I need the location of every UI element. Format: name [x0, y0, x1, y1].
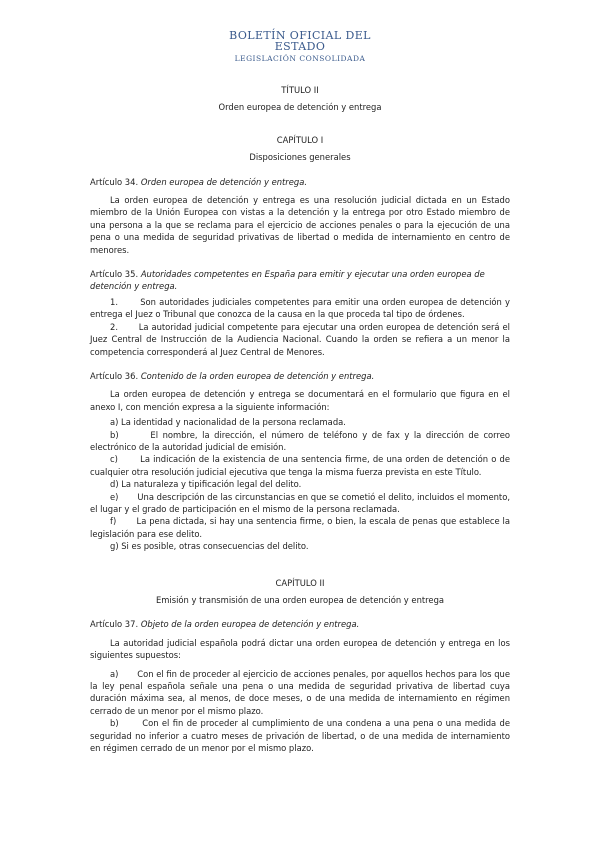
titulo-label: TÍTULO II [281, 85, 319, 95]
articulo-36-item-a: a) La identidad y nacionalidad de la persona reclamada. [110, 417, 346, 428]
articulo-34-name: Orden europea de detención y entrega. [140, 176, 308, 187]
articulo-37-item-b: b) Con el fin de proceder al cumplimiento de una condena a una pena o una medida de seguridad no inferior a cuatro meses de privación de libertad, o de una medida de internamiento en régimen cerrado de un menor por el mismo plazo. [90, 718, 510, 754]
header-boe-line1: BOLETÍN OFICIAL DEL [229, 29, 371, 42]
document-header [0, 30, 600, 65]
articulo-36-number: Artículo 36. [90, 370, 139, 381]
titulo-subtitle: Orden europea de detención y entrega [218, 102, 382, 113]
articulo-36-item-g: g) Si es posible, otras consecuencias del delito. [110, 541, 309, 552]
articulo-36-item-b: b) El nombre, la dirección, el número de teléfono y de fax y la dirección de correo electrónico de la autoridad judicial de emisión. [90, 429, 510, 452]
capitulo-1-subtitle: Disposiciones generales [249, 152, 351, 163]
articulo-34-paragraph: La orden europea de detención y entrega es una resolución judicial dictada en un Estado miembro de la Unión Europea con vistas a la detención y la entrega por otro Estado miembro de una persona a la que se reclama para el ejercicio de acciones penales o para la ejecución de una pena o una medida de seguridad privativas de libertad o medida de internamiento en centro de menores. [90, 195, 510, 255]
articulo-36-item-e: e) Una descripción de las circunstancias en que se cometió el delito, incluidos el momento, el lugar y el grado de participación en el mismo de la persona reclamada. [90, 491, 510, 514]
articulo-35-number: Artículo 35. [90, 269, 139, 280]
articulo-34-number: Artículo 34. [90, 176, 139, 187]
articulo-37-item-a: a) Con el fin de proceder al ejercicio de acciones penales, por aquellos hechos para los que la ley penal española señale una pena o una medida de seguridad privativa de libertad cuya duración máxima sea, al menos, de doce meses, o de una medida de internamiento en régimen cerrado de un menor por el mismo plazo. [90, 668, 510, 716]
articulo-37-paragraph: La autoridad judicial española podrá dictar una orden europea de detención y entrega en los siguientes supuestos: [90, 637, 510, 661]
articulo-36-item-f: f) La pena dictada, si hay una sentencia firme, o bien, la escala de penas que establece la legislación para ese delito. [90, 516, 510, 539]
articulo-35-name: Autoridades competentes en España para emitir y ejecutar una orden europea de detención y entrega. [90, 269, 485, 292]
articulo-36-heading [90, 370, 510, 382]
articulo-34-heading [90, 176, 510, 188]
articulo-35-heading [90, 268, 510, 293]
articulo-35-item-2: 2. La autoridad judicial competente para ejecutar una orden europea de detención será el Juez Central de Instrucción de la Audiencia Nacional. Cuando la orden se refiera a un menor la competencia corresponderá al Juez Central de Menores. [90, 321, 510, 357]
articulo-37-name: Objeto de la orden europea de detención y entrega. [140, 619, 360, 630]
articulo-36-item-c: c) La indicación de la existencia de una sentencia firme, de una orden de detención o de cualquier otra resolución judicial ejecutiva que tenga la misma fuerza prevista en este Título. [90, 454, 510, 477]
articulo-36-name: Contenido de la orden europea de detención y entrega. [140, 370, 375, 381]
capitulo-2-label: CAPÍTULO II [275, 577, 325, 588]
articulo-35-item-1: 1. Son autoridades judiciales competentes para emitir una orden europea de detención y entrega el Juez o Tribunal que conozca de la causa en la que proceda tal tipo de órdenes. [90, 296, 510, 320]
articulo-37-heading [90, 618, 510, 630]
articulo-37-number: Artículo 37. [90, 619, 139, 630]
header-boe-line2: ESTADO [274, 40, 326, 53]
articulo-36-item-d: d) La naturaleza y tipificación legal del delito. [110, 479, 302, 490]
header-legislacion: LEGISLACIÓN CONSOLIDADA [234, 54, 366, 63]
articulo-36-paragraph: La orden europea de detención y entrega se documentará en el formulario que figura en el anexo I, con mención expresa a la siguiente información: [90, 389, 510, 412]
document-body [90, 84, 510, 754]
capitulo-2-subtitle: Emisión y transmisión de una orden europea de detención y entrega [155, 595, 445, 605]
capitulo-1-label: CAPÍTULO I [276, 134, 324, 145]
